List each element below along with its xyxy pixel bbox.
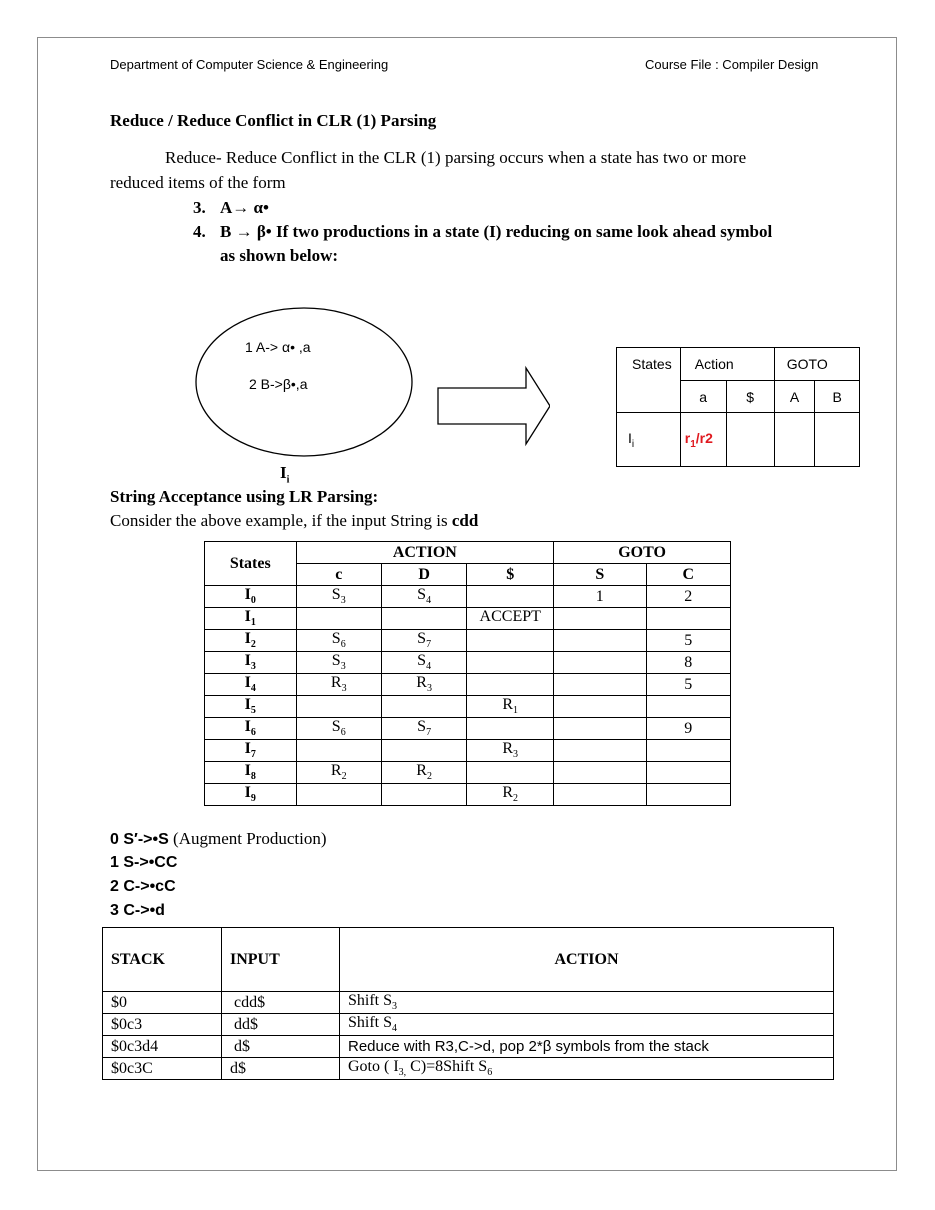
conflict-h-states: States bbox=[617, 348, 681, 381]
stack-cell-input: d$ bbox=[222, 1036, 340, 1058]
parse-cell-c: $S_6$ bbox=[296, 630, 381, 652]
parse-cell-C: 2 bbox=[646, 586, 731, 608]
stack-row bbox=[103, 992, 834, 1014]
parse-cell-dollar: $R_2$ bbox=[467, 784, 554, 806]
production-3: 3 C->•d bbox=[110, 902, 165, 919]
parsing-table bbox=[204, 541, 731, 806]
parse-cell-c: $S_3$ bbox=[296, 586, 381, 608]
parse-h-goto: GOTO bbox=[554, 542, 731, 564]
list-item-4: B → β• If two productions in a state (I) reducing on same look ahead symbol bbox=[220, 222, 773, 241]
parse-cell-S bbox=[554, 696, 646, 718]
parse-cell-c: $S_3$ bbox=[296, 652, 381, 674]
parse-col-c: c bbox=[296, 564, 381, 586]
parse-cell-state: $I_7$ bbox=[205, 740, 297, 762]
stack-h-stack: STACK bbox=[103, 928, 222, 992]
conflict-cell-r1r2: $r_1/r2$ bbox=[680, 413, 726, 467]
parse-cell-state: $I_9$ bbox=[205, 784, 297, 806]
conflict-h-action: Action bbox=[680, 348, 774, 381]
parse-cell-dollar: $R_3$ bbox=[467, 740, 554, 762]
stack-cell-stack: $0 bbox=[103, 992, 222, 1014]
conflict-col-B: B bbox=[815, 381, 860, 413]
parse-cell-C bbox=[646, 608, 731, 630]
parse-cell-state: $I_1$ bbox=[205, 608, 297, 630]
parse-cell-C: 8 bbox=[646, 652, 731, 674]
parse-cell-C: 5 bbox=[646, 674, 731, 696]
parse-cell-c: $R_2$ bbox=[296, 762, 381, 784]
parse-cell-S: 1 bbox=[554, 586, 646, 608]
parse-cell-d: $R_2$ bbox=[381, 762, 466, 784]
header-right: Course File : Compiler Design bbox=[645, 57, 819, 72]
parse-cell-state: $I_6$ bbox=[205, 718, 297, 740]
stack-h-input: INPUT bbox=[222, 928, 340, 992]
production-2: 2 C->•cC bbox=[110, 878, 176, 895]
parse-cell-S bbox=[554, 718, 646, 740]
state-diagram bbox=[190, 306, 550, 466]
parse-cell-d: $S_4$ bbox=[381, 652, 466, 674]
parse-cell-C bbox=[646, 740, 731, 762]
stack-cell-input: d$ bbox=[222, 1058, 340, 1080]
conflict-col-A: A bbox=[774, 381, 815, 413]
parse-cell-d bbox=[381, 784, 466, 806]
parse-cell-S bbox=[554, 674, 646, 696]
stack-row bbox=[103, 1014, 834, 1036]
list-item-4-cont: as shown below: bbox=[220, 246, 339, 265]
right-arrow-icon bbox=[438, 368, 550, 444]
parse-h-action: ACTION bbox=[296, 542, 554, 564]
parse-row bbox=[205, 586, 731, 608]
parse-cell-c bbox=[296, 784, 381, 806]
paragraph-line-1: Reduce- Reduce Conflict in the CLR (1) parsing occurs when a state has two or more bbox=[165, 148, 747, 167]
stack-cell-input: cdd$ bbox=[222, 992, 340, 1014]
stack-cell-input: dd$ bbox=[222, 1014, 340, 1036]
parse-cell-state: $I_3$ bbox=[205, 652, 297, 674]
parse-cell-S bbox=[554, 608, 646, 630]
parse-col-d: D bbox=[381, 564, 466, 586]
parse-cell-dollar bbox=[467, 762, 554, 784]
parse-cell-S bbox=[554, 784, 646, 806]
list-number-3: 3. bbox=[193, 198, 206, 217]
parse-cell-c bbox=[296, 608, 381, 630]
parse-cell-state: $I_2$ bbox=[205, 630, 297, 652]
paragraph-line-2: reduced items of the form bbox=[110, 173, 286, 192]
conflict-row-state: $I_i$ bbox=[617, 413, 681, 467]
stack-cell-action: Shift $S_4$ bbox=[340, 1014, 834, 1036]
parse-cell-d: $S_7$ bbox=[381, 718, 466, 740]
stack-row bbox=[103, 1058, 834, 1080]
parse-col-S: S bbox=[554, 564, 646, 586]
parse-cell-dollar bbox=[467, 718, 554, 740]
parse-row bbox=[205, 740, 731, 762]
parse-cell-c bbox=[296, 740, 381, 762]
production-0: 0 S′->•S (Augment Production) bbox=[110, 829, 327, 848]
parse-cell-d bbox=[381, 740, 466, 762]
parse-cell-S bbox=[554, 740, 646, 762]
parse-row bbox=[205, 674, 731, 696]
parse-cell-S bbox=[554, 630, 646, 652]
stack-h-action: ACTION bbox=[340, 928, 834, 992]
parse-cell-state: $I_8$ bbox=[205, 762, 297, 784]
parse-cell-d bbox=[381, 608, 466, 630]
list-number-4: 4. bbox=[193, 222, 206, 241]
parse-row bbox=[205, 762, 731, 784]
parse-col-C: C bbox=[646, 564, 731, 586]
parse-col-dollar: $ bbox=[467, 564, 554, 586]
parse-cell-dollar: $R_1$ bbox=[467, 696, 554, 718]
parse-cell-c: $S_6$ bbox=[296, 718, 381, 740]
production-1: 1 S->•CC bbox=[110, 854, 178, 871]
parse-cell-dollar: ACCEPT bbox=[467, 608, 554, 630]
stack-table bbox=[102, 927, 834, 1080]
parse-cell-dollar bbox=[467, 586, 554, 608]
stack-cell-action: Reduce with R3,C->d, pop 2*β symbols from the stack bbox=[340, 1036, 834, 1058]
stack-cell-stack: $0c3C bbox=[103, 1058, 222, 1080]
parse-cell-dollar bbox=[467, 652, 554, 674]
parse-cell-C bbox=[646, 762, 731, 784]
parse-row bbox=[205, 718, 731, 740]
parse-cell-C: 5 bbox=[646, 630, 731, 652]
parse-row bbox=[205, 784, 731, 806]
parse-cell-d: $R_3$ bbox=[381, 674, 466, 696]
parse-cell-d bbox=[381, 696, 466, 718]
parse-cell-dollar bbox=[467, 674, 554, 696]
parse-cell-state: $I_0$ bbox=[205, 586, 297, 608]
parse-cell-d: $S_7$ bbox=[381, 630, 466, 652]
diagram-state-label: $I_i$ bbox=[280, 463, 290, 486]
list-item-3: A→ α• bbox=[220, 198, 269, 217]
parse-row bbox=[205, 608, 731, 630]
stack-cell-action: Goto ( $I_{3,}$ C)=8Shift $S_6$ bbox=[340, 1058, 834, 1080]
parse-cell-C bbox=[646, 784, 731, 806]
section-title-string-acceptance: String Acceptance using LR Parsing: bbox=[110, 487, 379, 506]
parse-cell-state: $I_5$ bbox=[205, 696, 297, 718]
parse-cell-state: $I_4$ bbox=[205, 674, 297, 696]
section-title-reduce-conflict: Reduce / Reduce Conflict in CLR (1) Parsing bbox=[110, 111, 437, 130]
parse-cell-d: $S_4$ bbox=[381, 586, 466, 608]
diagram-item-2: 2 B->β•,a bbox=[249, 376, 308, 392]
stack-row bbox=[103, 1036, 834, 1058]
parse-cell-S bbox=[554, 652, 646, 674]
consider-line: Consider the above example, if the input String is cdd bbox=[110, 511, 479, 530]
stack-cell-stack: $0c3 bbox=[103, 1014, 222, 1036]
parse-row bbox=[205, 630, 731, 652]
stack-cell-action: Shift $S_3$ bbox=[340, 992, 834, 1014]
conflict-h-goto: GOTO bbox=[774, 348, 859, 381]
parse-cell-C: 9 bbox=[646, 718, 731, 740]
parse-cell-C bbox=[646, 696, 731, 718]
parse-cell-S bbox=[554, 762, 646, 784]
conflict-table bbox=[616, 347, 860, 467]
parse-cell-dollar bbox=[467, 630, 554, 652]
header-left: Department of Computer Science & Engineering bbox=[110, 57, 389, 72]
parse-h-states: States bbox=[205, 542, 297, 586]
parse-cell-c bbox=[296, 696, 381, 718]
conflict-col-a: a bbox=[680, 381, 726, 413]
parse-row bbox=[205, 696, 731, 718]
stack-cell-stack: $0c3d4 bbox=[103, 1036, 222, 1058]
diagram-item-1: 1 A-> α• ,a bbox=[245, 339, 311, 355]
conflict-col-dollar: $ bbox=[726, 381, 774, 413]
parse-row bbox=[205, 652, 731, 674]
parse-cell-c: $R_3$ bbox=[296, 674, 381, 696]
